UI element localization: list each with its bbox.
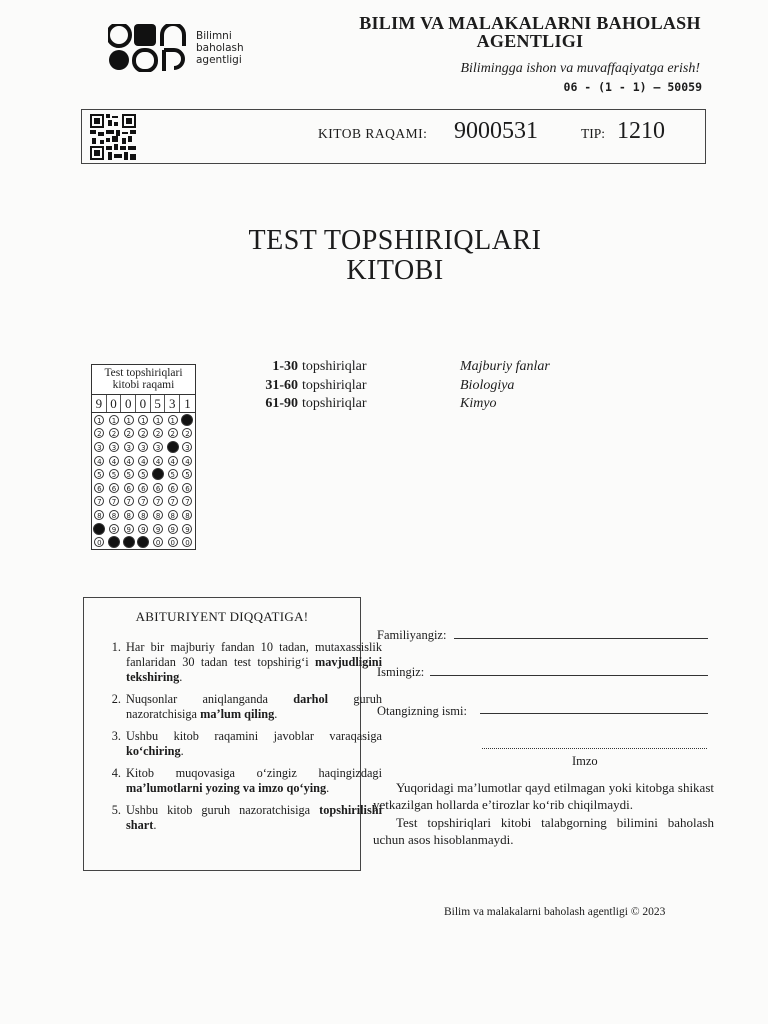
bubble-cell <box>180 413 195 427</box>
topic-subject: Biologiya <box>460 377 515 393</box>
topic-label: topshiriqlar <box>302 396 367 411</box>
bubble-row <box>92 535 195 549</box>
bubble[interactable]: 1 <box>124 415 134 425</box>
logo-text-line: Bilimni <box>196 30 232 42</box>
bubble-cell <box>136 495 151 509</box>
bubble-cell <box>136 467 151 481</box>
attention-item-text: Ushbu kitob guruh nazoratchisiga <box>126 803 320 817</box>
bubble[interactable]: 5 <box>94 469 104 479</box>
bubble-cell <box>151 481 166 495</box>
bubble-cell <box>165 454 180 468</box>
book-number-box <box>81 109 706 164</box>
attention-item <box>124 640 382 685</box>
bubble[interactable]: 6 <box>138 483 148 493</box>
bubble-row <box>92 481 195 495</box>
name-field[interactable] <box>430 675 708 676</box>
notice-paragraph: Yuqoridagi ma’lumotlar qayd etilmagan yoki kitobga shikast yetkazilgan hollarda e’tirozlar ko‘rib chiqilmaydi. <box>373 780 714 812</box>
attention-item-tail: guruh nazoratchisiga <box>126 692 383 721</box>
topic-subject: Majburiy fanlar <box>460 359 550 374</box>
bubble-grid-header-line1: Test topshiriqlari <box>104 367 183 379</box>
bubble[interactable]: 4 <box>182 456 192 466</box>
attention-item <box>124 729 382 759</box>
bubble[interactable]: 7 <box>94 496 104 506</box>
topic-subject: Kimyo <box>460 396 497 411</box>
bubble[interactable]: 2 <box>168 428 178 438</box>
attention-item-tail: . <box>274 707 278 721</box>
bubble[interactable]: 9 <box>168 524 178 534</box>
attention-item-tail: . <box>153 818 157 832</box>
bubble[interactable]: 1 <box>94 415 104 425</box>
bubble[interactable]: 6 <box>182 483 192 493</box>
bubble-cell <box>107 508 122 522</box>
digit-cell: 9 <box>92 395 107 412</box>
surname-field[interactable] <box>454 638 708 639</box>
signature-label: Imzo <box>572 754 598 768</box>
bubble[interactable]: 5 <box>168 469 178 479</box>
bubble-cell <box>165 440 180 454</box>
bubble-row <box>92 508 195 522</box>
bubble-row <box>92 522 195 536</box>
attention-item-text: Ushbu kitob raqamini javoblar varaqasiga <box>126 729 382 743</box>
bubble-cell <box>121 481 136 495</box>
name-label: Ismingiz: <box>377 665 425 679</box>
digit-cell: 0 <box>121 395 136 412</box>
bubble[interactable]: 3 <box>94 442 104 452</box>
attention-item-emphasis: topshirilishi shart <box>126 803 382 832</box>
bubble-cell <box>151 454 166 468</box>
bubble[interactable]: 9 <box>138 524 148 534</box>
bubble[interactable]: 3 <box>109 442 119 452</box>
bubble-cell <box>107 481 122 495</box>
bubble-cell <box>107 427 122 441</box>
bubble-cell <box>165 508 180 522</box>
bubble-cell <box>165 495 180 509</box>
bubble-row <box>92 427 195 441</box>
attention-list <box>94 640 382 840</box>
bubble[interactable]: 7 <box>182 496 192 506</box>
digit-cell: 1 <box>184 396 191 411</box>
bubble[interactable]: 3 <box>124 442 134 452</box>
bubble-cell <box>151 467 166 481</box>
digit-cell: 5 <box>151 395 166 412</box>
bubble-cell <box>92 427 107 441</box>
book-number: 9000531 <box>454 118 538 144</box>
bubble-cell <box>151 535 166 549</box>
bubble[interactable] <box>108 536 120 548</box>
bubble[interactable] <box>152 468 164 480</box>
bubble-cell <box>136 413 151 427</box>
bubble-cell <box>92 495 107 509</box>
bubble[interactable] <box>137 536 149 548</box>
bubble[interactable]: 9 <box>124 524 134 534</box>
digit-cell: 3 <box>165 395 180 412</box>
attention-item <box>124 803 382 833</box>
digit-cell: 0 <box>107 395 122 412</box>
bubble-cell <box>92 535 107 549</box>
bubble-cell <box>136 427 151 441</box>
bubble[interactable]: 9 <box>109 524 119 534</box>
document-code: 06 - (1 - 1) – 50059 <box>563 80 702 94</box>
bubble-cell <box>151 495 166 509</box>
bubble-cell <box>92 454 107 468</box>
bubble-cell <box>121 427 136 441</box>
bubble[interactable]: 1 <box>153 415 163 425</box>
bubble-row <box>92 413 195 427</box>
bubble-cell <box>136 481 151 495</box>
book-number-label: KITOB RAQAMI: <box>318 126 428 141</box>
bubble-cell <box>165 535 180 549</box>
copyright-footer: Bilim va malakalarni baholash agentligi © 2023 <box>444 906 666 918</box>
topics-list <box>250 358 550 414</box>
bubble[interactable]: 2 <box>138 428 148 438</box>
bubble[interactable]: 0 <box>182 537 192 547</box>
bubble-cell <box>121 454 136 468</box>
attention-item-text: Har bir majburiy fandan 10 tadan, mutaxassislik fanlaridan 30 tadan test topshirig‘i <box>126 640 382 669</box>
bubble[interactable]: 0 <box>168 537 178 547</box>
bubble-cell <box>151 522 166 536</box>
book-number-bubble-grid <box>91 364 196 550</box>
bubble-row <box>92 467 195 481</box>
bubble[interactable]: 2 <box>153 428 163 438</box>
topic-range: 1-30 <box>272 359 298 374</box>
bubble[interactable]: 4 <box>124 456 134 466</box>
bubble-cell <box>107 467 122 481</box>
topic-range: 61-90 <box>265 396 298 411</box>
bubble-row <box>92 454 195 468</box>
bubble[interactable]: 5 <box>138 469 148 479</box>
bubble[interactable] <box>123 536 135 548</box>
attention-item-emphasis: darhol <box>293 692 329 706</box>
agency-logo <box>108 24 188 72</box>
type-label: TIP: <box>581 126 606 141</box>
bubble[interactable]: 8 <box>109 510 119 520</box>
logo-text <box>196 30 244 66</box>
bubble-cell <box>180 427 195 441</box>
patronymic-label: Otangizning ismi: <box>377 704 467 718</box>
bubble[interactable]: 2 <box>182 428 192 438</box>
motto: Bilimingga ishon va muvaffaqiyatga erish! <box>460 61 700 76</box>
bubble[interactable]: 4 <box>109 456 119 466</box>
bubble-cell <box>121 508 136 522</box>
bubble-cell <box>151 508 166 522</box>
page-title <box>0 226 768 286</box>
bubble[interactable]: 8 <box>153 510 163 520</box>
bubble-cell <box>107 522 122 536</box>
bubble[interactable]: 8 <box>138 510 148 520</box>
bubble-cell <box>121 495 136 509</box>
applicant-attention-box <box>83 597 383 871</box>
type-number: 1210 <box>617 118 665 144</box>
bubble-row <box>92 440 195 454</box>
attention-item-emphasis: mavjudligini tekshiring <box>126 655 382 684</box>
bubble-cell <box>136 440 151 454</box>
bubble-cell <box>165 522 180 536</box>
bubble[interactable]: 6 <box>94 483 104 493</box>
bubble-cell <box>180 440 195 454</box>
bubble-cell <box>180 467 195 481</box>
attention-item-tail: . <box>326 781 330 795</box>
bubble[interactable]: 2 <box>124 428 134 438</box>
attention-item <box>124 766 382 796</box>
bubble-cell <box>92 467 107 481</box>
bubble-cell <box>165 427 180 441</box>
logo-text-line: baholash <box>196 42 244 54</box>
bubble-cell <box>121 535 136 549</box>
bubble-cell <box>136 454 151 468</box>
bubble-cell <box>121 467 136 481</box>
bubble-cell <box>92 522 107 536</box>
bubble-cell <box>180 495 195 509</box>
organization-name-line2: AGENTLIGI <box>476 31 584 51</box>
bubble[interactable]: 8 <box>182 510 192 520</box>
bubble[interactable]: 6 <box>153 483 163 493</box>
bubble-cell <box>92 413 107 427</box>
bubble-cell <box>92 508 107 522</box>
bubble-cell <box>180 454 195 468</box>
bubble[interactable]: 7 <box>124 496 134 506</box>
bubble-cell <box>121 440 136 454</box>
bubble[interactable]: 7 <box>109 496 119 506</box>
attention-item <box>124 692 382 722</box>
digit-cell: 0 <box>136 395 151 412</box>
topic-row <box>250 377 550 396</box>
bubble-cell <box>107 454 122 468</box>
bubble[interactable]: 8 <box>168 510 178 520</box>
surname-label: Familiyangiz: <box>377 628 447 642</box>
attention-item-tail: . <box>179 670 183 684</box>
bubble[interactable]: 4 <box>168 456 178 466</box>
bubble[interactable]: 3 <box>153 442 163 452</box>
organization-name <box>300 14 760 50</box>
bubble[interactable]: 2 <box>109 428 119 438</box>
bubble-cell <box>92 481 107 495</box>
bubble-cell <box>180 481 195 495</box>
bubble[interactable]: 9 <box>153 524 163 534</box>
bubble-rows <box>92 413 195 549</box>
attention-item-text: Nuqsonlar aniqlanganda <box>126 692 294 706</box>
bubble-cell <box>165 413 180 427</box>
bubble[interactable]: 5 <box>124 469 134 479</box>
bubble[interactable]: 1 <box>138 415 148 425</box>
topic-row <box>250 395 550 414</box>
bubble-grid-header-line2: kitobi raqami <box>112 379 175 391</box>
bubble[interactable]: 8 <box>94 510 104 520</box>
bubble[interactable]: 6 <box>109 483 119 493</box>
topic-label: topshiriqlar <box>302 359 367 374</box>
bubble-cell <box>107 495 122 509</box>
bubble-cell <box>136 522 151 536</box>
attention-item-text: Kitob muqovasiga o‘zingiz haqingizdagi <box>126 766 382 780</box>
bubble[interactable]: 6 <box>168 483 178 493</box>
notice-text <box>373 780 714 850</box>
topic-row <box>250 358 550 377</box>
bubble[interactable]: 5 <box>182 469 192 479</box>
page-title-line1: TEST TOPSHIRIQLARI <box>248 225 542 256</box>
bubble[interactable]: 7 <box>138 496 148 506</box>
attention-title: ABITURIYENT DIQQATIGA! <box>135 609 309 624</box>
bubble[interactable]: 4 <box>94 456 104 466</box>
bubble-cell <box>92 440 107 454</box>
bubble-cell <box>107 535 122 549</box>
bubble[interactable]: 3 <box>138 442 148 452</box>
bubble[interactable] <box>167 441 179 453</box>
bubble-cell <box>107 440 122 454</box>
attention-item-emphasis: ma’lum qiling <box>200 707 275 721</box>
bubble[interactable]: 4 <box>153 456 163 466</box>
bubble-cell <box>136 508 151 522</box>
bubble[interactable]: 3 <box>182 442 192 452</box>
bubble-cell <box>165 481 180 495</box>
logo-text-line: agentligi <box>196 54 242 66</box>
bubble-cell <box>107 413 122 427</box>
organization-name-line1: BILIM VA MALAKALARNI BAHOLASH <box>359 13 701 33</box>
bubble[interactable]: 8 <box>124 510 134 520</box>
bubble[interactable]: 6 <box>124 483 134 493</box>
attention-item-emphasis: ko‘chiring <box>126 744 181 758</box>
bubble[interactable] <box>93 523 105 535</box>
bubble-cell <box>151 440 166 454</box>
attention-item-emphasis: ma’lumotlarni yozing va imzo qo‘ying <box>126 781 327 795</box>
bubble-cell <box>165 467 180 481</box>
attention-item-tail: . <box>180 744 184 758</box>
qr-code-icon <box>90 114 136 160</box>
bubble[interactable]: 1 <box>109 415 119 425</box>
bubble[interactable]: 1 <box>168 415 178 425</box>
bubble[interactable] <box>181 414 193 426</box>
bubble-cell <box>180 508 195 522</box>
bubble-cell <box>136 535 151 549</box>
bubble[interactable]: 2 <box>94 428 104 438</box>
bubble[interactable]: 0 <box>94 537 104 547</box>
bubble-cell <box>151 413 166 427</box>
bubble-row <box>92 495 195 509</box>
bubble-cell <box>121 522 136 536</box>
bubble[interactable]: 7 <box>168 496 178 506</box>
bubble[interactable]: 0 <box>153 537 163 547</box>
bubble-cell <box>151 427 166 441</box>
topic-range: 31-60 <box>265 377 298 393</box>
patronymic-field[interactable] <box>480 713 708 714</box>
bubble-cell <box>180 535 195 549</box>
bubble-cell <box>180 522 195 536</box>
bubble-grid-digits <box>92 395 195 413</box>
bubble[interactable]: 5 <box>109 469 119 479</box>
bubble[interactable]: 4 <box>138 456 148 466</box>
page-title-line2: KITOBI <box>346 255 444 286</box>
bubble[interactable]: 7 <box>153 496 163 506</box>
bubble-cell <box>121 413 136 427</box>
bubble[interactable]: 9 <box>182 524 192 534</box>
notice-paragraph: Test topshiriqlari kitobi talabgorning bilimini baholash uchun asos hisoblanmaydi. <box>373 815 714 847</box>
topic-label: topshiriqlar <box>302 377 367 393</box>
bubble-grid-header <box>92 365 195 395</box>
signature-field[interactable] <box>482 740 707 749</box>
